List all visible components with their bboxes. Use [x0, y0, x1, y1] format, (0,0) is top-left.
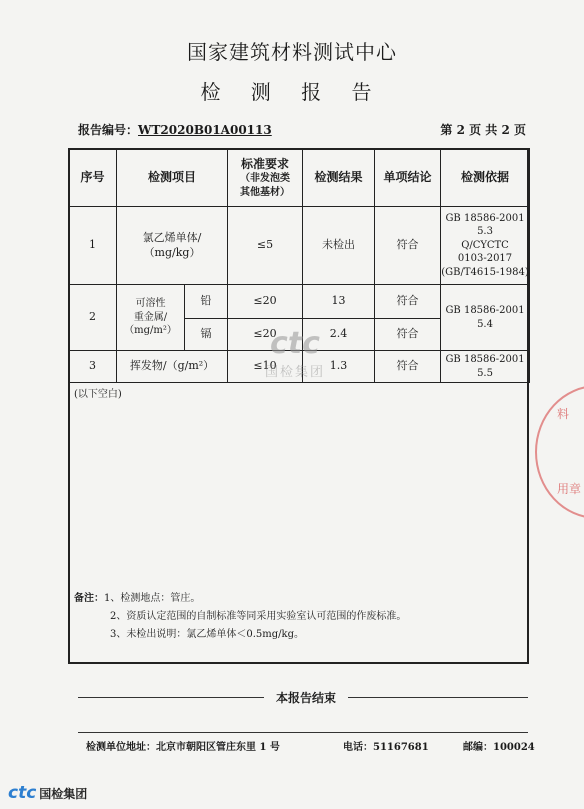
remark-text1: 1、检测地点：管庄。: [104, 593, 201, 604]
header-result: 检测结果: [303, 149, 375, 207]
footer-address: 检测单位地址：北京市朝阳区管庄东里 1 号: [86, 742, 280, 753]
row3-requirement: ≤10: [228, 351, 303, 383]
page-info: 第 2 页 共 2 页: [440, 123, 526, 137]
table-row: [69, 207, 530, 285]
row1-basis-line4: 0103-2017: [457, 253, 513, 265]
row1-basis: [441, 207, 530, 285]
doc-title: 检 测 报 告: [200, 80, 384, 104]
row1-conclusion: 符合: [375, 207, 441, 285]
footer-divider: [78, 732, 528, 733]
row1-requirement: ≤5: [228, 207, 303, 285]
table-header-row: [69, 149, 530, 207]
header-basis: 检测依据: [441, 149, 530, 207]
row3-conclusion: 符合: [375, 351, 441, 383]
row2-conclusion-cadmium: 符合: [375, 319, 441, 351]
row2-sub-lead: 铅: [185, 285, 228, 319]
footer-tel: 电话：51167681: [343, 742, 429, 753]
row3-item: 挥发物/（g/m²）: [117, 351, 228, 383]
row1-result: 未检出: [303, 207, 375, 285]
row2-req-cadmium: ≤20: [228, 319, 303, 351]
logo-ctc: ctc: [8, 783, 37, 803]
report-number-value: WT2020B01A00113: [138, 123, 272, 137]
row2-basis: GB 18586-2001 5.4: [441, 285, 530, 351]
row2-seq: 2: [69, 285, 117, 351]
row1-basis-line1: GB 18586-2001: [445, 212, 525, 224]
row2-item-line1: 可溶性: [135, 298, 166, 310]
row3-result: 1.3: [303, 351, 375, 383]
remark-line2: 2、资质认定范围的自制标准等同采用实验室认可范围的作废标准。: [110, 611, 407, 622]
company-logo: [8, 783, 87, 803]
row2-item: [117, 285, 185, 351]
report-number: [78, 121, 272, 138]
seal-text-top: 料: [557, 407, 570, 421]
row1-item-line2: （mg/kg）: [143, 245, 201, 259]
row2-result-cadmium: 2.4: [303, 319, 375, 351]
watermark-ctc: ctc: [270, 326, 320, 361]
header-requirement: [228, 149, 303, 207]
org-title: 国家建筑材料测试中心: [187, 40, 397, 64]
end-divider-left: [78, 697, 264, 698]
row3-seq: 3: [69, 351, 117, 383]
header-seq: 序号: [69, 149, 117, 207]
header-requirement-line1: 标准要求: [241, 156, 290, 171]
blank-note: (以下空白): [74, 389, 122, 400]
header-requirement-line3: 其他基材）: [240, 186, 291, 198]
table-row: [69, 285, 530, 319]
row1-basis-line5: (GB/T4615-1984): [441, 266, 529, 278]
remarks-label: 备注：: [74, 593, 104, 604]
row1-item: [117, 207, 228, 285]
row1-basis-line2: 5.3: [477, 226, 493, 238]
row1-seq: 1: [69, 207, 117, 285]
row1-basis-line3: Q/CYCTC: [461, 239, 509, 251]
row2-item-line2: 重金属/: [133, 311, 168, 323]
report-number-label: 报告编号：: [78, 123, 139, 137]
remark-line1: [74, 590, 524, 608]
row2-result-lead: 13: [303, 285, 375, 319]
header-item: 检测项目: [117, 149, 228, 207]
footer-zip: 邮编：100024: [463, 742, 535, 753]
row2-sub-cadmium: 镉: [185, 319, 228, 351]
remark-line3: 3、未检出说明：氯乙烯单体＜0.5mg/kg。: [110, 629, 304, 640]
header-requirement-line2: （非发泡类: [240, 173, 291, 185]
end-of-report: 本报告结束: [275, 691, 336, 705]
row1-item-line1: 氯乙烯单体/: [142, 230, 202, 244]
row2-conclusion-lead: 符合: [375, 285, 441, 319]
watermark: [240, 327, 350, 380]
row2-item-line3: （mg/m²）: [124, 325, 177, 337]
header-conclusion: 单项结论: [375, 149, 441, 207]
row2-req-lead: ≤20: [228, 285, 303, 319]
remarks: [74, 590, 524, 644]
watermark-group: 国检集团: [264, 365, 325, 380]
row3-basis: GB 18586-2001 5.5: [441, 351, 530, 383]
end-divider-right: [348, 697, 528, 698]
logo-group-name: 国检集团: [39, 787, 88, 801]
seal-text-bottom: 用章: [557, 482, 582, 496]
